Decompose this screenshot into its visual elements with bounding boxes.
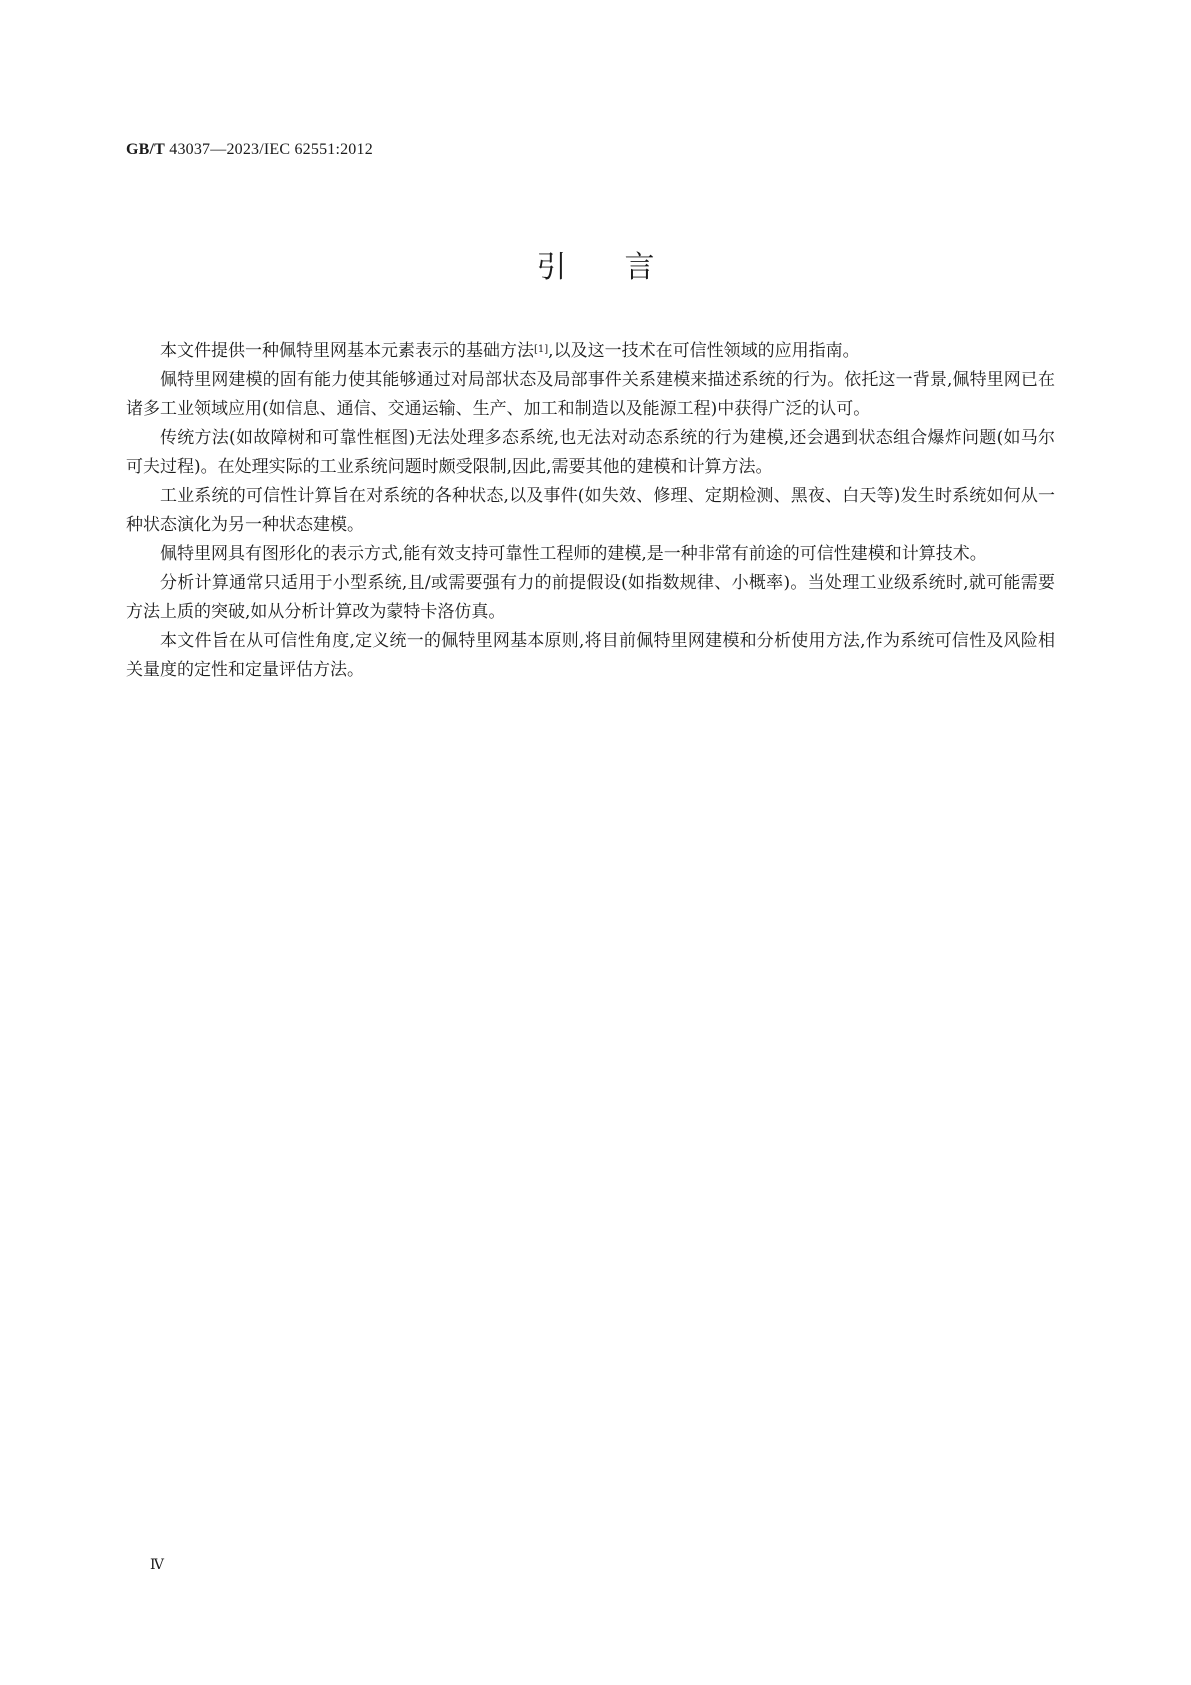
paragraph-4: 工业系统的可信性计算旨在对系统的各种状态,以及事件(如失效、修理、定期检测、黑夜、白天等)发生时系统如何从一种状态演化为另一种状态建模。 — [126, 486, 1055, 535]
paragraph-1-text: 本文件提供一种佩特里网基本元素表示的基础方法 — [160, 341, 534, 361]
paragraph-2: 佩特里网建模的固有能力使其能够通过对局部状态及局部事件关系建模来描述系统的行为。依托这一背景,佩特里网已在诸多工业领域应用(如信息、通信、交通运输、生产、加工和制造以及能源工程)中获得广泛的认可。 — [126, 370, 1055, 419]
page-number: Ⅳ — [150, 1558, 164, 1573]
paragraph-1-text-end: ,以及这一技术在可信性领域的应用指南。 — [548, 341, 860, 361]
paragraph-7: 本文件旨在从可信性角度,定义统一的佩特里网基本原则,将目前佩特里网建模和分析使用方法,作为系统可信性及风险相关量度的定性和定量评估方法。 — [126, 631, 1055, 680]
paragraph-1 — [126, 337, 1055, 366]
citation-ref: [1] — [534, 344, 549, 355]
paragraph-3: 传统方法(如故障树和可靠性框图)无法处理多态系统,也无法对动态系统的行为建模,还会遇到状态组合爆炸问题(如马尔可夫过程)。在处理实际的工业系统问题时颇受限制,因此,需要其他的建模和计算方法。 — [126, 428, 1055, 477]
page-title: 引言 — [536, 250, 713, 285]
paragraph-6: 分析计算通常只适用于小型系统,且/或需要强有力的前提假设(如指数规律、小概率)。当处理工业级系统时,就可能需要方法上质的突破,如从分析计算改为蒙特卡洛仿真。 — [126, 573, 1055, 622]
paragraph-5: 佩特里网具有图形化的表示方式,能有效支持可靠性工程师的建模,是一种非常有前途的可信性建模和计算技术。 — [160, 544, 987, 564]
standard-code-number: 43037—2023/IEC 62551:2012 — [165, 141, 373, 158]
standard-code-prefix: GB/T — [126, 141, 166, 158]
standard-code — [126, 141, 373, 159]
introduction-body — [126, 337, 1055, 685]
